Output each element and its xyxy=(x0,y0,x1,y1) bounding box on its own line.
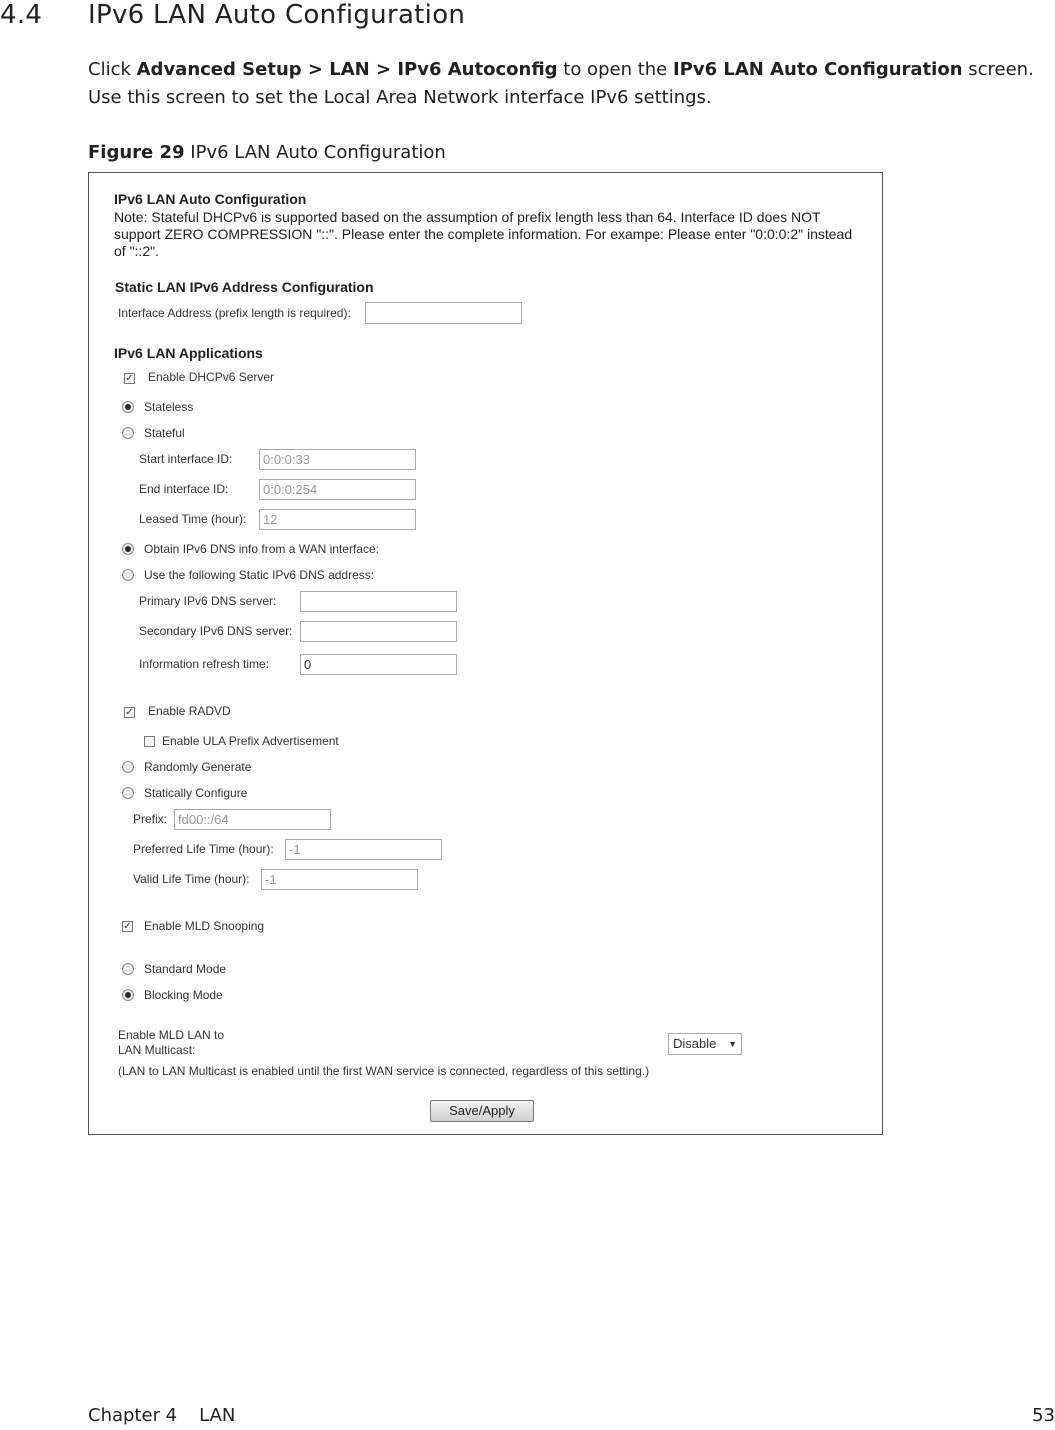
chevron-down-icon: ▼ xyxy=(728,1039,737,1049)
leased-time-label: Leased Time (hour): xyxy=(139,512,247,526)
screen-title: IPv6 LAN Auto Configuration xyxy=(114,191,307,207)
interface-address-label: Interface Address (prefix length is required): xyxy=(118,306,351,320)
dns-static-label: Use the following Static IPv6 DNS address: xyxy=(144,568,375,582)
prefix-label: Prefix: xyxy=(133,812,168,826)
primary-dns-input[interactable] xyxy=(300,591,457,612)
screen-note: Note: Stateful DHCPv6 is supported based on the assumption of prefix length less than 64. Interface ID does NOT support ZERO COMPRESSION "::". Please enter the complete information. For exampe: Please enter "0:0:0:2" instead of "::2". xyxy=(114,209,853,259)
enable-radvd-checkbox[interactable]: ✓ xyxy=(125,707,134,718)
intro-text-2: to open the xyxy=(557,59,673,80)
apps-section-title: IPv6 LAN Applications xyxy=(114,345,263,361)
dns-static-radio[interactable] xyxy=(122,569,134,581)
section-heading xyxy=(0,0,465,30)
random-generate-radio[interactable] xyxy=(122,761,134,773)
prefix-input[interactable] xyxy=(174,809,331,830)
save-apply-button[interactable]: Save/Apply xyxy=(430,1100,534,1122)
stateless-label: Stateless xyxy=(144,400,194,414)
page-number: 53 xyxy=(1032,1405,1055,1426)
stateful-label: Stateful xyxy=(144,426,185,440)
leased-time-input[interactable] xyxy=(259,509,416,530)
intro-paragraph xyxy=(88,56,1034,112)
mld-lan-label-line1: Enable MLD LAN to xyxy=(118,1028,225,1042)
chapter-name: LAN xyxy=(199,1405,236,1426)
preferred-life-input[interactable] xyxy=(285,839,442,860)
enable-ula-label: Enable ULA Prefix Advertisement xyxy=(162,734,339,748)
random-generate-label: Randomly Generate xyxy=(144,760,252,774)
mld-lan-note: (LAN to LAN Multicast is enabled until the first WAN service is connected, regardless of this setting.) xyxy=(118,1064,650,1078)
primary-dns-label: Primary IPv6 DNS server: xyxy=(139,594,277,608)
enable-ula-checkbox[interactable] xyxy=(144,736,155,747)
refresh-time-label: Information refresh time: xyxy=(139,657,270,671)
end-id-label: End interface ID: xyxy=(139,482,229,496)
valid-life-input[interactable] xyxy=(261,869,418,890)
static-section-title: Static LAN IPv6 Address Configuration xyxy=(115,279,374,295)
screenshot-figure xyxy=(88,172,883,1135)
screen-name: IPv6 LAN Auto Configuration xyxy=(672,59,963,80)
valid-life-label: Valid Life Time (hour): xyxy=(133,872,250,886)
enable-dhcpv6-label: Enable DHCPv6 Server xyxy=(148,370,275,384)
secondary-dns-input[interactable] xyxy=(300,621,457,642)
dns-wan-label: Obtain IPv6 DNS info from a WAN interface: xyxy=(144,542,379,556)
chapter-label: Chapter 4 xyxy=(88,1405,178,1426)
menu-path: Advanced Setup > LAN > IPv6 Autoconfig xyxy=(136,59,558,80)
blocking-mode-label: Blocking Mode xyxy=(144,988,223,1002)
start-id-label: Start interface ID: xyxy=(139,452,233,466)
stateless-radio[interactable] xyxy=(122,401,134,413)
blocking-mode-radio[interactable] xyxy=(122,989,134,1001)
refresh-time-input[interactable] xyxy=(300,654,457,675)
page-footer-chapter xyxy=(88,1405,235,1426)
dns-wan-radio[interactable] xyxy=(122,543,134,555)
secondary-dns-label: Secondary IPv6 DNS server: xyxy=(139,624,293,638)
end-id-input[interactable] xyxy=(259,479,416,500)
figure-caption xyxy=(88,142,446,163)
intro-line-2: Use this screen to set the Local Area Network interface IPv6 settings. xyxy=(88,87,712,108)
enable-mld-checkbox[interactable]: ✓ xyxy=(123,921,132,932)
static-configure-radio[interactable] xyxy=(122,787,134,799)
mld-lan-select-value: Disable xyxy=(673,1036,717,1051)
figure-caption-text: IPv6 LAN Auto Configuration xyxy=(184,142,446,163)
standard-mode-radio[interactable] xyxy=(122,963,134,975)
start-id-input[interactable] xyxy=(259,449,416,470)
enable-mld-label: Enable MLD Snooping xyxy=(144,919,265,933)
standard-mode-label: Standard Mode xyxy=(144,962,227,976)
figure-label: Figure 29 xyxy=(88,142,185,163)
intro-text-1: Click xyxy=(88,59,137,80)
static-configure-label: Statically Configure xyxy=(144,786,248,800)
stateful-radio[interactable] xyxy=(122,427,134,439)
enable-radvd-label: Enable RADVD xyxy=(148,704,231,718)
enable-dhcpv6-checkbox[interactable]: ✓ xyxy=(125,373,134,384)
intro-text-3: screen. xyxy=(962,59,1034,80)
mld-lan-select[interactable] xyxy=(668,1033,742,1055)
interface-address-input[interactable] xyxy=(365,302,522,324)
mld-lan-label-line2: LAN Multicast: xyxy=(118,1043,196,1057)
section-title: IPv6 LAN Auto Configuration xyxy=(88,0,466,30)
section-number: 4.4 xyxy=(0,0,43,30)
preferred-life-label: Preferred Life Time (hour): xyxy=(133,842,274,856)
